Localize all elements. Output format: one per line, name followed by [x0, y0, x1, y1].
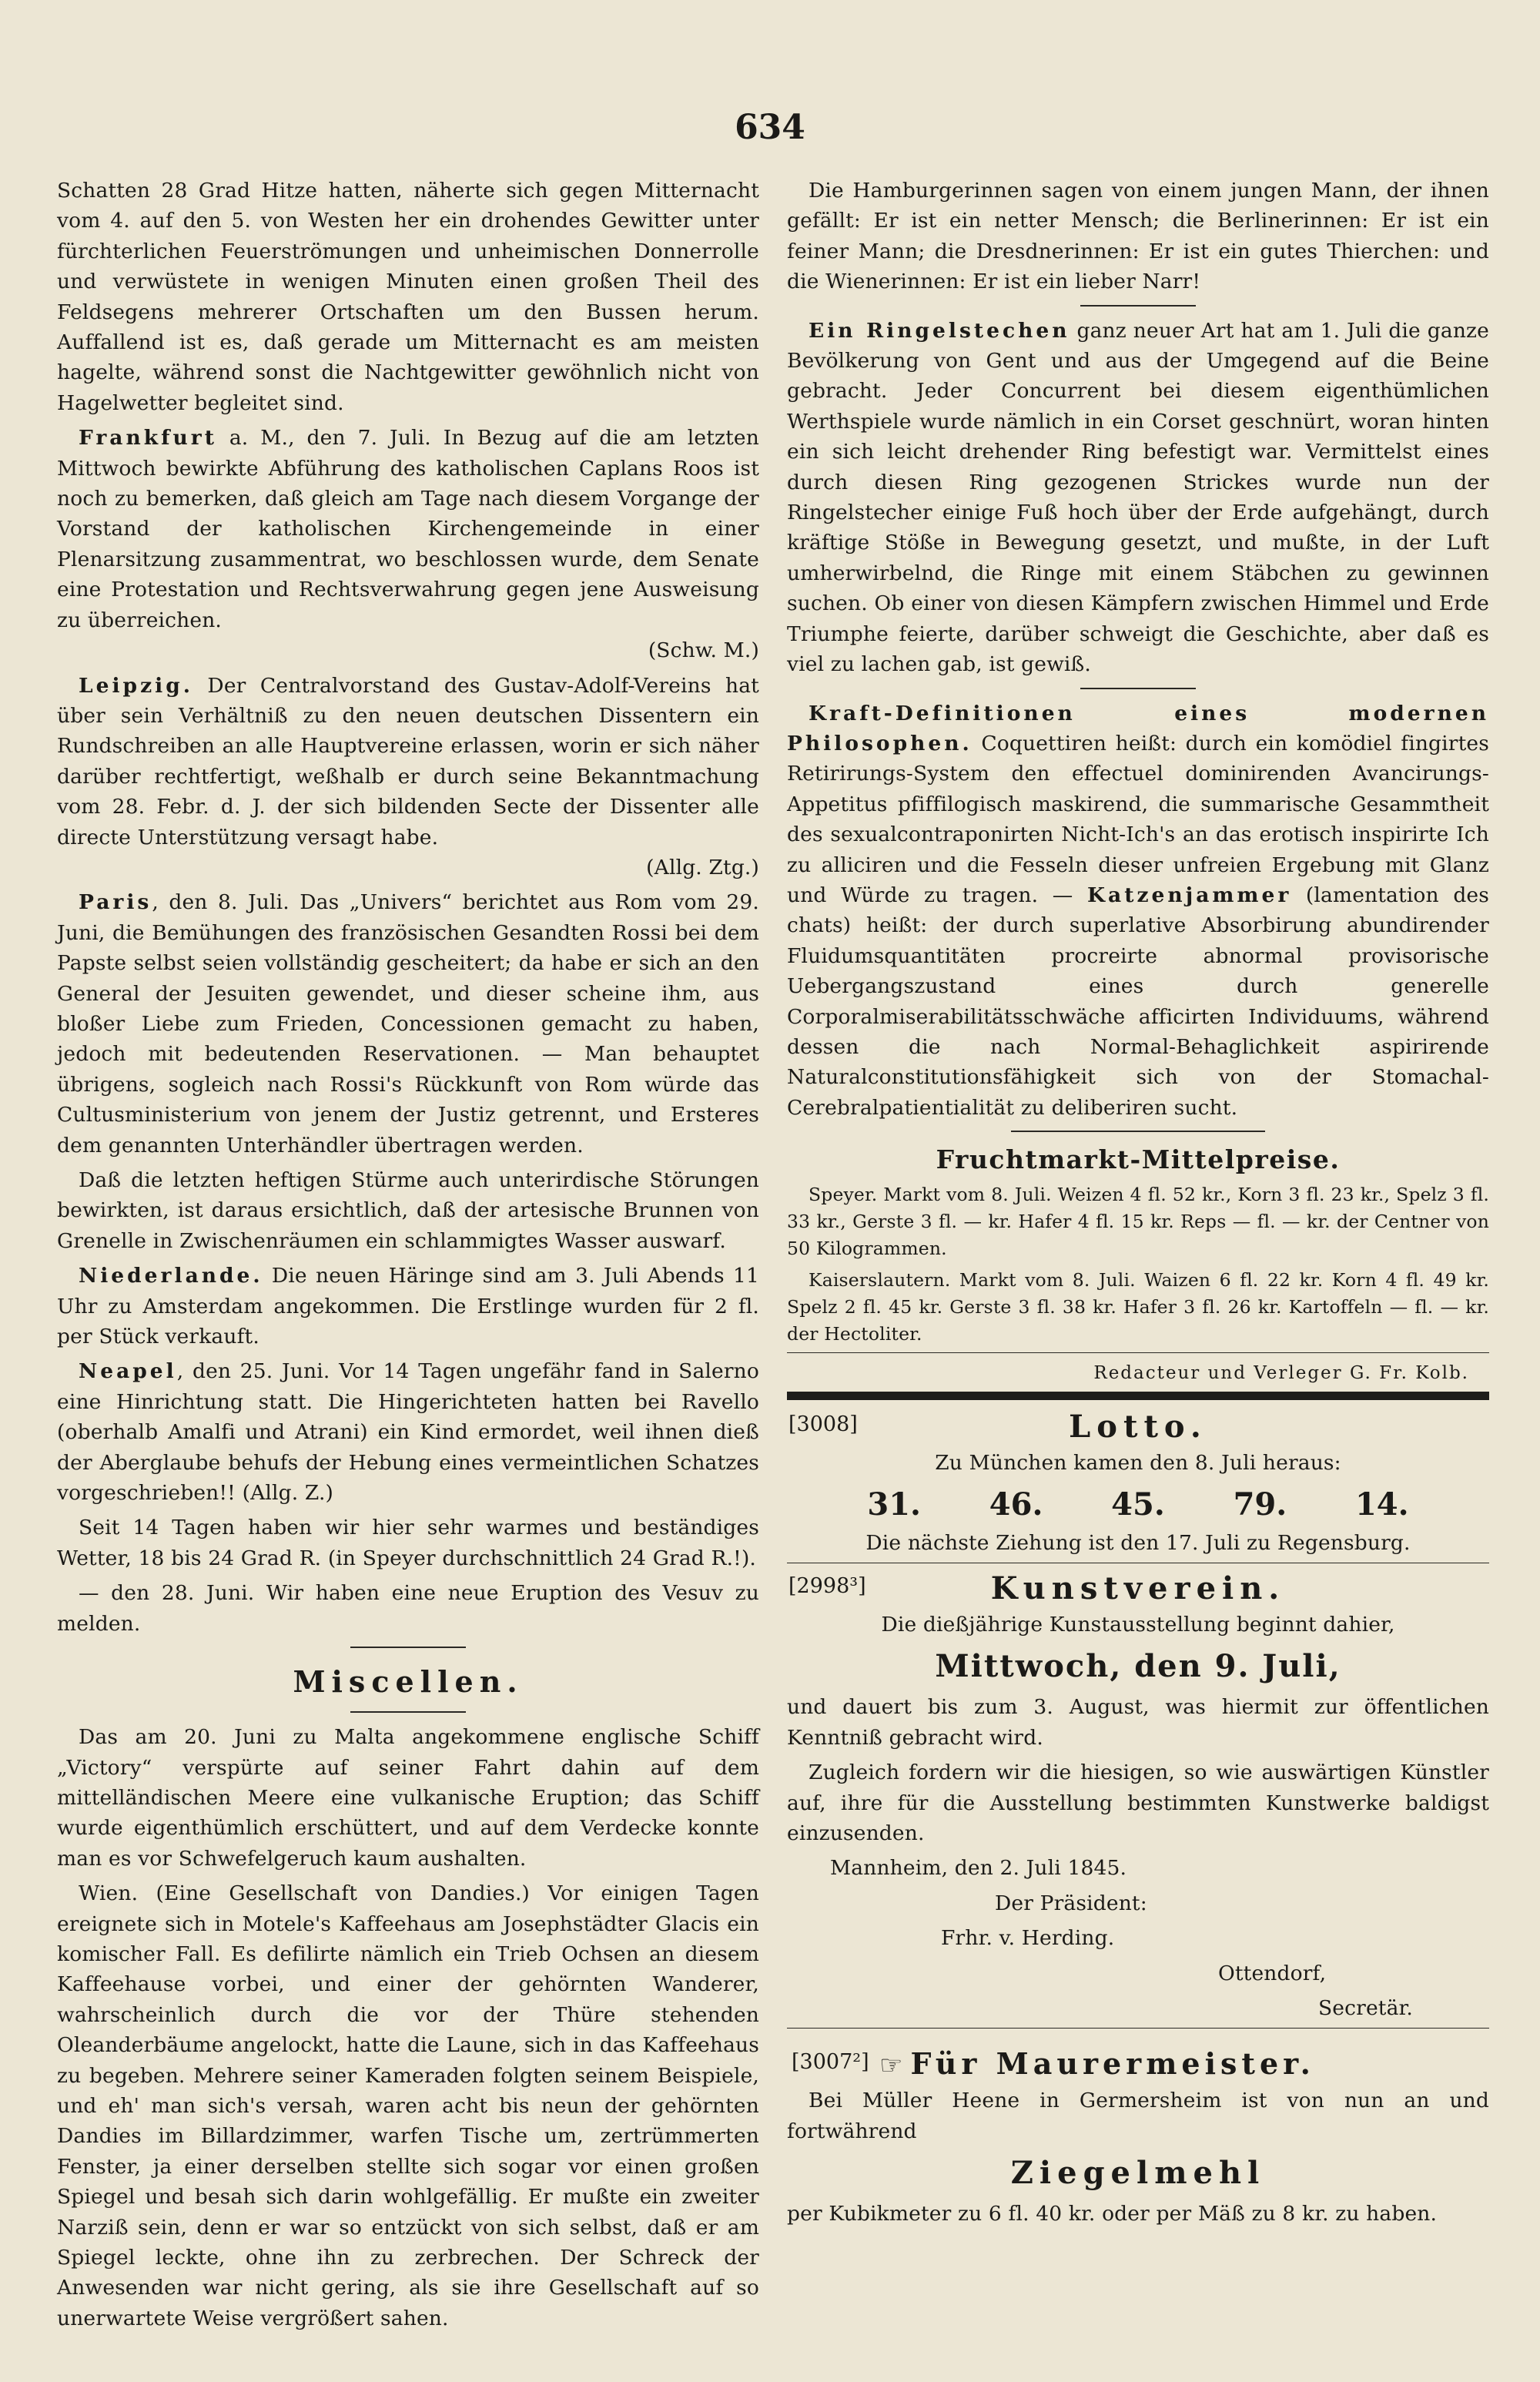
- definition-coquettiren: Coquettiren heißt: durch ein komödiel fingirtes Retirirungs-System den effectuel dominirenden Avancirungs-Appetitus pfiffilogisch maskirend, die summarische Gesammtheit des sexualcontraponirten Nicht-Ich's an das erotisch inspirirte Ich zu alliciren und die Fesseln dieser unfreien Ergebung mit Glanz und Würde zu tragen. —: [787, 731, 1489, 907]
- article-frankfurt-text: a. M., den 7. Juli. In Bezug auf die am letzten Mittwoch bewirkte Abführung des katholischen Caplans Roos ist noch zu bemerken, daß gleich am Tage nach diesem Vorgange der Vorstand der katholischen Kirchengemeinde in einer Plenarsitzung zusammentrat, wo beschlossen wurde, dem Senate eine Protestation und Rechtsverwahrung gegen jene Ausweisung zu überreichen.: [57, 426, 759, 632]
- ad-maurermeister-text: Bei Müller Heene in Germersheim ist von nun an und fortwährend: [787, 2089, 1489, 2143]
- exhibition-intro: Die dießjährige Kunstausstellung beginnt dahier,: [881, 1613, 1395, 1637]
- article-hail-storm: Schatten 28 Grad Hitze hatten, näherte sich gegen Mitternacht vom 4. auf den 5. von Westen her ein drohendes Gewitter unter fürchterlichen Feuerströmungen und unheimischen Donnerrolle und verwüstete in wenigen Minuten einen großen Theil des Feldsegens mehrerer Ortschaften um den Bussen herum. Auffallend ist es, daß gerade um Mitternacht es am meisten hagelte, während sonst die Nachtgewitter gewöhnlich nicht von Hagelwetter begleitet sind.: [57, 179, 759, 415]
- ad-maurermeister-header: [787, 2042, 1489, 2086]
- article-naples-text: , den 25. Juni. Vor 14 Tagen ungefähr fand in Salerno eine Hinrichtung statt. Die Hingerichteten hatten bei Ravello (oberhalb Amalfi und Atrani) ein Kind ermordet, weil ihnen dieß der Aberglaube behufs der Hebung eines vermeintlichen Schatzes vorgeschrieben!!: [57, 1359, 759, 1506]
- ad-maurermeister-price: per Kubikmeter zu 6 fl. 40 kr. oder per Mäß zu 8 kr. zu haben.: [787, 2202, 1438, 2226]
- article-leipzig: [57, 671, 759, 883]
- ad-title-lotto: Lotto.: [1069, 1409, 1207, 1446]
- article-netherlands: [57, 1261, 759, 1352]
- left-column: [57, 176, 759, 2338]
- lotto-number: 14.: [1354, 1486, 1409, 1523]
- exhibition-call: Zugleich fordern wir die hiesigen, so wie auswärtigen Künstler auf, ihre für die Ausstellung bestimmten Kunstwerke baldigst einzusenden.: [787, 1761, 1489, 1846]
- page-number: 634: [735, 108, 805, 147]
- exhibition-duration: und dauert bis zum 3. August, was hiermit zur öffentlichen Kenntniß gebracht wird.: [787, 1695, 1489, 1750]
- article-vesuvius: — den 28. Juni. Wir haben eine neue Eruption des Vesuv zu melden.: [57, 1581, 759, 1636]
- ad-title-text: Für Maurermeister.: [910, 2046, 1315, 2082]
- lotto-number: 79.: [1233, 1486, 1287, 1523]
- market-prices-title: Fruchtmarkt-Mittelpreise.: [936, 1144, 1341, 1175]
- divider: [1080, 305, 1196, 307]
- article-malta: Das am 20. Juni zu Malta angekommene englische Schiff „Victory“ verspürte auf seiner Fahrt dahin auf dem mittelländischen Meere eine vulkanische Eruption; das Schiff wurde eigenthümlich erschüttert, und auf dem Verdecke konnte man es vor Schwefelgeruch kaum aushalten.: [57, 1725, 759, 1871]
- president-name: Frhr. v. Herding.: [941, 1926, 1115, 1951]
- editor-credit: Redacteur und Verleger G. Fr. Kolb.: [1093, 1363, 1469, 1384]
- article-definitions: [787, 699, 1489, 1124]
- article-frankfurt: [57, 423, 759, 665]
- dateline-naples: Neapel: [79, 1359, 177, 1384]
- divider: [1011, 1131, 1265, 1132]
- market-speyer: Speyer. Markt vom 8. Juli. Weizen 4 fl. 52 kr., Korn 3 fl. 23 kr., Spelz 3 fl. 33 kr., Gerste 3 fl. — kr. Hafer 4 fl. 15 kr. Reps — fl. — kr. der Centner von 50 Kilogrammen.: [787, 1184, 1489, 1260]
- lotto-announcement: Zu München kamen den 8. Juli heraus:: [935, 1451, 1341, 1476]
- article-ringelstechen: [787, 316, 1489, 680]
- lotto-number: 46.: [989, 1486, 1043, 1523]
- ad-number: [3008]: [788, 1412, 858, 1437]
- right-column: [787, 176, 1489, 2234]
- article-netherlands-text: Die neuen Häringe sind am 3. Juli Abends 11 Uhr zu Amsterdam angekommen. Die Erstlinge wurden für 2 fl. per Stück verkauft.: [57, 1264, 760, 1349]
- source-leipzig: (Allg. Ztg.): [646, 855, 759, 879]
- divider: [1080, 688, 1196, 689]
- heading-katzenjammer: Katzenjammer: [1087, 883, 1292, 907]
- secretary-name: Ottendorf,: [1218, 1961, 1327, 1985]
- exhibition-date: Mittwoch, den 9. Juli,: [935, 1648, 1341, 1685]
- article-paris-text: , den 8. Juli. Das „Univers“ berichtet aus Rom vom 29. Juni, die Bemühungen des französischen Gesandten Rossi bei dem Papste selbst seien vollständig gescheitert; da habe er sich an den General der Jesuiten gewendet, und dieser scheine ihm, aus bloßer Liebe zum Frieden, Concessionen gemacht zu haben, jedoch mit bedeutenden Reservationen. — Man behauptet übrigens, sogleich nach Rossi's Rückkunft von Rom würde das Cultusministerium von jenem der Justiz getrennt, und Ersteres dem genannten Unterhändler übertragen werden.: [57, 890, 759, 1157]
- article-storms: Daß die letzten heftigen Stürme auch unterirdische Störungen bewirkten, ist daraus ersichtlich, daß der artesische Brunnen von Grenelle in Zwischenräumen ein schlammigtes Wasser auswarf.: [57, 1168, 759, 1253]
- dateline-netherlands: Niederlande.: [79, 1264, 263, 1288]
- market-prices: [787, 1181, 1489, 1348]
- heading-ringelstechen: Ein Ringelstechen: [808, 318, 1070, 343]
- lotto-number: 31.: [867, 1486, 921, 1523]
- pointing-hand-icon: ☞: [879, 2050, 903, 2082]
- lotto-next-draw: Die nächste Ziehung ist den 17. Juli zu Regensburg.: [865, 1530, 1411, 1555]
- ad-title-maurermeister: [879, 2042, 1315, 2087]
- article-ringelstechen-text: ganz neuer Art hat am 1. Juli die ganze Bevölkerung von Gent und aus der Umgegend auf die Beine gebracht. Jeder Concurrent bei diesem eigenthümlichen Werthspiele wurde nämlich in ein Corset geschnürt, woran hinten ein sich leicht drehender Ring befestigt war. Vermittelst eines durch diesen Ring gezogenen Strickes wurde nun der Ringelstecher einige Fuß hoch über der Erde aufgehängt, durch kräftige Stöße in Bewegung gesetzt, und mußte, in der Luft umherwirbelnd, die Ringe mit einem Stäbchen zu gewinnen suchen. Ob einer von diesen Kämpfern zwischen Himmel und Erde Triumphe feierte, darüber schweigt die Geschichte, aber daß es viel zu lachen gab, ist gewiß.: [787, 318, 1490, 677]
- ad-number: [3007²]: [792, 2050, 869, 2075]
- ad-number: [2998³]: [788, 1574, 866, 1598]
- dateline-frankfurt: Frankfurt: [79, 426, 217, 451]
- exhibition-place-date: Mannheim, den 2. Juli 1845.: [830, 1856, 1127, 1881]
- article-weather: Seit 14 Tagen haben wir hier sehr warmes und beständiges Wetter, 18 bis 24 Grad R. (in Speyer durchschnittlich 24 Grad R.!).: [57, 1516, 759, 1570]
- heavy-divider: [787, 1392, 1489, 1400]
- article-vienna-dandies: Wien. (Eine Gesellschaft von Dandies.) Vor einigen Tagen ereignete sich in Motele's Kaffeehaus am Josephstädter Glacis ein komischer Fall. Es defilirte nämlich ein Trieb Ochsen an diesem Kaffeehause vorbei, und einer der gehörnten Wanderer, wahrscheinlich durch die vor der Thüre stehenden Oleanderbäume angelockt, hatte die Laune, sich in das Kaffeehaus zu begeben. Mehrere seiner Kameraden folgten seinem Beispiele, und eh' man sich's versah, waren acht bis neun der gehörnten Dandies im Billardzimmer, warfen Tische um, zertrümmerten Fenster, ja einer derselben stellte sich sogar vor einen großen Spiegel und besah sich darin wohlgefällig. Er mußte ein zweiter Narziß sein, denn er war so entzückt von sich selbst, daß er am Spiegel leckte, ohne ihn zu zerbrechen. Der Schreck der Anwesenden war nicht gering, als sie ihre Gesellschaft auf so unerwartete Weise vergrößert sahen.: [57, 1881, 759, 2330]
- source-frankfurt: (Schw. M.): [648, 638, 759, 663]
- dateline-leipzig: Leipzig.: [79, 673, 193, 698]
- product-name: Ziegelmehl: [1010, 2155, 1266, 2192]
- ad-kunstverein-header: [787, 1568, 1489, 1610]
- divider: [787, 2028, 1489, 2029]
- market-kaiserslautern: Kaiserslautern. Markt vom 8. Juli. Waizen 6 fl. 22 kr. Korn 4 fl. 49 kr. Spelz 2 fl. 45 kr. Gerste 3 fl. 38 kr. Hafer 3 fl. 26 kr. Kartoffeln — fl. — kr. der Hectoliter.: [787, 1269, 1489, 1345]
- article-paris: [57, 887, 759, 1161]
- definition-katzenjammer: heißt: der durch superlative Absorbirung abundirender Fluidumsquantitäten procreirte abnormal provisorische Uebergangszustand eines durch generelle Corporalmiserabilitätsschwäche afficirten Individuums, während dessen die nach Normal-Behaglichkeit aspirirende Naturalconstitutionsfähigkeit sich von der Stomachal-Cerebralpatientialität zu deliberiren sucht.: [787, 913, 1490, 1120]
- article-naples: [57, 1356, 759, 1508]
- article-hamburg: Die Hamburgerinnen sagen von einem jungen Mann, der ihnen gefällt: Er ist ein netter Mensch; die Berlinerinnen: Er ist ein feiner Mann; die Dresdnerinnen: Er ist ein gutes Thierchen: und die Wienerinnen: Er ist ein lieber Narr!: [787, 179, 1489, 294]
- lotto-number: 45.: [1111, 1486, 1165, 1523]
- divider: [350, 1647, 466, 1648]
- secretary-label: Secretär.: [1318, 1996, 1414, 2021]
- source-naples: (Allg. Z.): [242, 1481, 334, 1506]
- divider: [787, 1352, 1489, 1353]
- dateline-paris: Paris: [79, 890, 152, 915]
- heading-definitions: Kraft-Definitionen eines modernen Philosophen.: [787, 701, 1489, 755]
- section-title-miscellen: Miscellen.: [293, 1664, 524, 1700]
- ad-title-kunstverein: Kunstverein.: [990, 1570, 1286, 1606]
- divider: [350, 1711, 466, 1713]
- article-leipzig-text: Der Centralvorstand des Gustav-Adolf-Vereins hat über sein Verhältniß zu den neuen deutschen Dissentern ein Rundschreiben an alle Hauptvereine erlassen, worin er sich näher darüber rechtfertigt, weßhalb er durch seine Bekanntmachung vom 28. Febr. d. J. der sich bildenden Secte der Dissenter alle directe Unterstützung versagt habe.: [57, 673, 759, 849]
- president-label: Der Präsident:: [995, 1891, 1147, 1915]
- katzenjammer-gloss: (lamentation des chats): [787, 883, 1490, 938]
- ad-lotto-header: [787, 1406, 1489, 1448]
- lotto-numbers: [787, 1483, 1489, 1526]
